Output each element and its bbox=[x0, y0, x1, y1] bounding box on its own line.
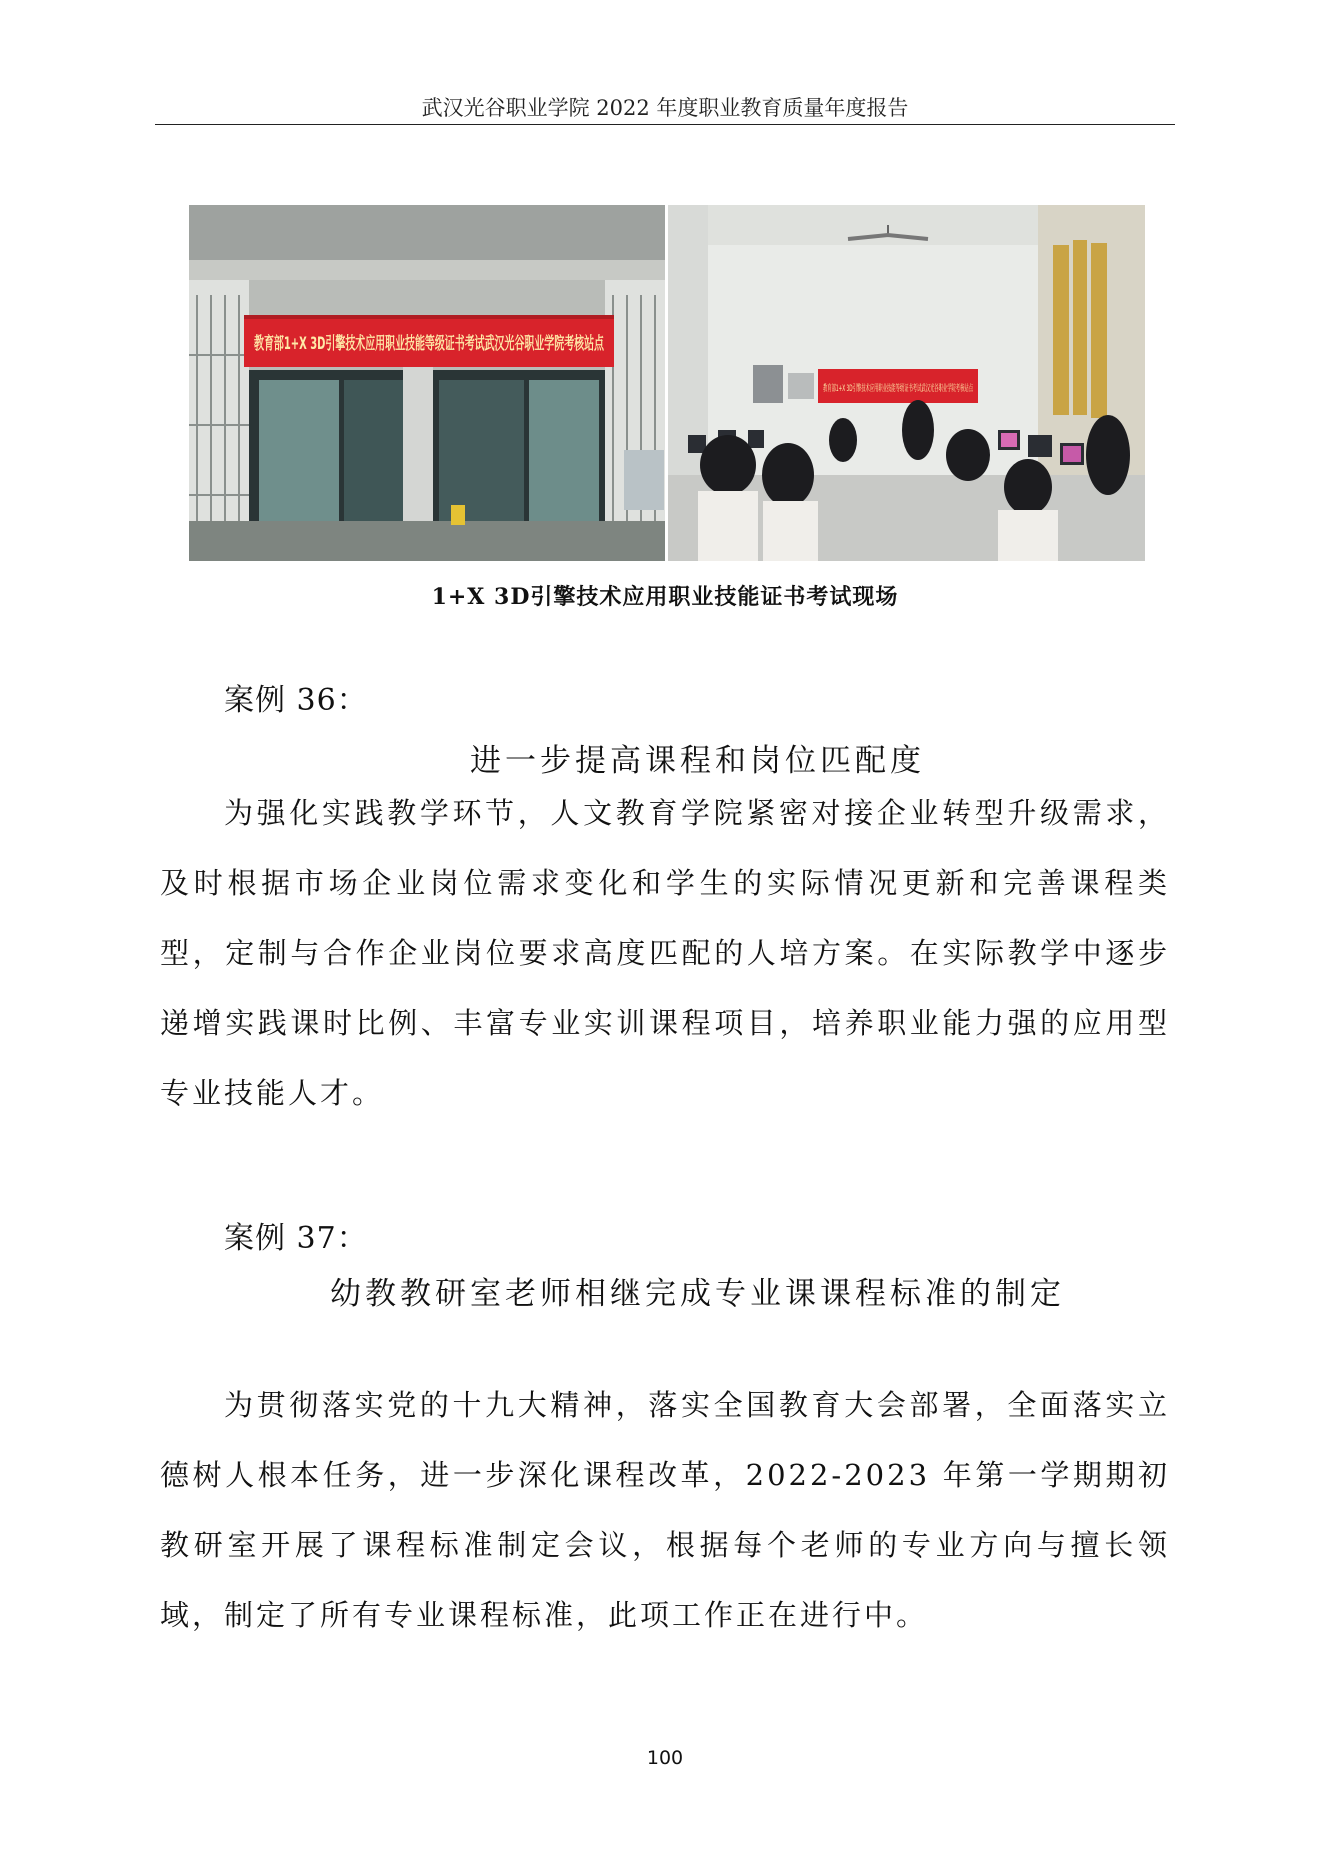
photo-exam-room bbox=[668, 205, 1145, 561]
case37-label: 案例 37： bbox=[224, 1221, 368, 1256]
page-number: 100 bbox=[646, 1747, 684, 1769]
case36-label: 案例 36： bbox=[224, 683, 368, 718]
case37-title: 幼教教研室老师相继完成专业课课程标准的制定 bbox=[330, 1276, 1065, 1312]
case37-body: 为贯彻落实党的十九大精神，落实全国教育大会部署，全面落实立德树人根本任务，进一步深化课程改革，2022-2023 年第一学期期初教研室开展了课程标准制定会议，根据每个老师的专业方向与擅长领域，制定了所有专业课程标准，此项工作正在进行中。 bbox=[160, 1388, 1170, 1632]
photo-building-entrance bbox=[189, 205, 853, 561]
case36-body: 为强化实践教学环节，人文教育学院紧密对接企业转型升级需求，及时根据市场企业岗位需求变化和学生的实际情况更新和完善课程类型，定制与合作企业岗位要求高度匹配的人培方案。在实际教学中逐步递增实践课时比例、丰富专业实训课程项目，培养职业能力强的应用型专业技能人才。 bbox=[160, 796, 1170, 1110]
running-header: 武汉光谷职业学院 2022 年度职业教育质量年度报告 bbox=[421, 96, 909, 120]
header-rule bbox=[155, 124, 1175, 125]
photo-caption: 1+X 3D引擎技术应用职业技能证书考试现场 bbox=[431, 584, 899, 610]
left-banner-text: 教育部1+X 3D引擎技术应用职业技能等级证书考试武汉光谷职业学院考核站点 bbox=[254, 334, 853, 354]
case36-title: 进一步提高课程和岗位匹配度 bbox=[470, 743, 925, 779]
right-banner-text bbox=[823, 382, 973, 394]
